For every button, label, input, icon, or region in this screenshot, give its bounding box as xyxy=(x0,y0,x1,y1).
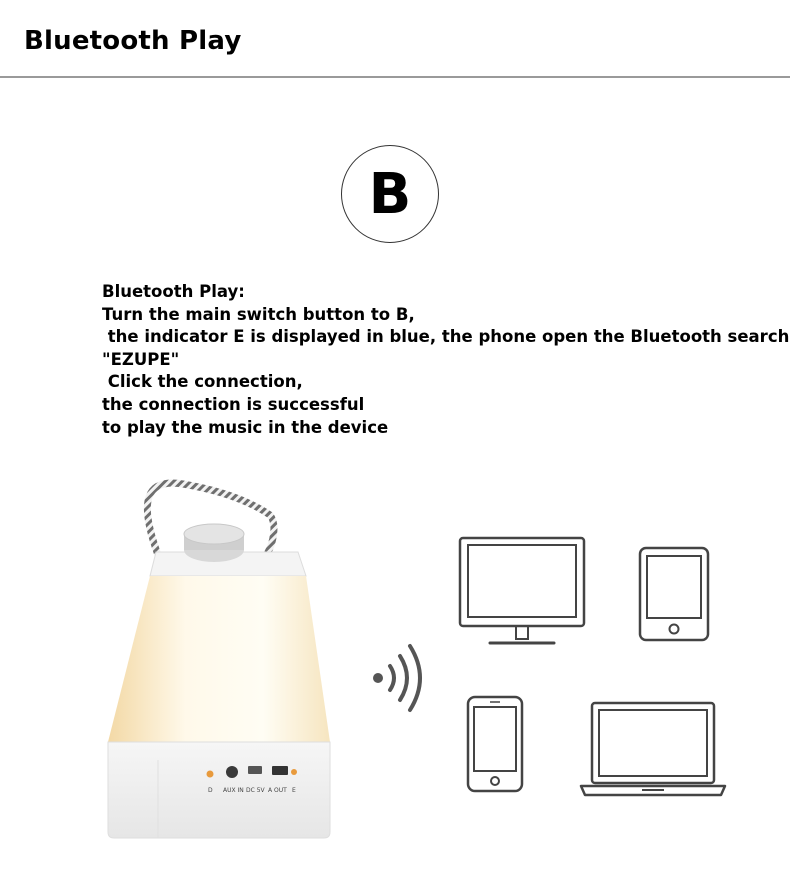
port-label: D xyxy=(208,787,213,794)
monitor-icon xyxy=(458,536,586,646)
smartphone-icon xyxy=(466,695,524,793)
port-label: E xyxy=(292,787,296,794)
port-label: A OUT xyxy=(268,787,287,794)
instruction-line: to play the music in the device xyxy=(102,417,389,437)
lamp-product-image xyxy=(98,470,338,840)
lamp-glow-body xyxy=(108,576,330,742)
instruction-line: Turn the main switch button to B, xyxy=(102,304,415,324)
instruction-line: Click the connection, xyxy=(102,372,303,392)
instruction-line: "EZUPE" xyxy=(102,349,180,369)
tablet-icon xyxy=(638,546,710,642)
instruction-line: the indicator E is displayed in blue, the phone open the Bluetooth search xyxy=(102,327,790,347)
port-label: AUX IN xyxy=(223,787,244,794)
header-divider xyxy=(0,76,790,78)
instruction-line: Bluetooth Play: xyxy=(102,282,245,301)
instructions-text xyxy=(102,281,790,439)
laptop-icon xyxy=(578,700,728,798)
port-label: DC 5V xyxy=(246,787,265,794)
instruction-line: the connection is successful xyxy=(102,394,365,414)
bluetooth-signal-waves-icon xyxy=(368,640,424,716)
page-title: Bluetooth Play xyxy=(24,26,242,56)
mode-b-badge: B xyxy=(341,145,439,243)
